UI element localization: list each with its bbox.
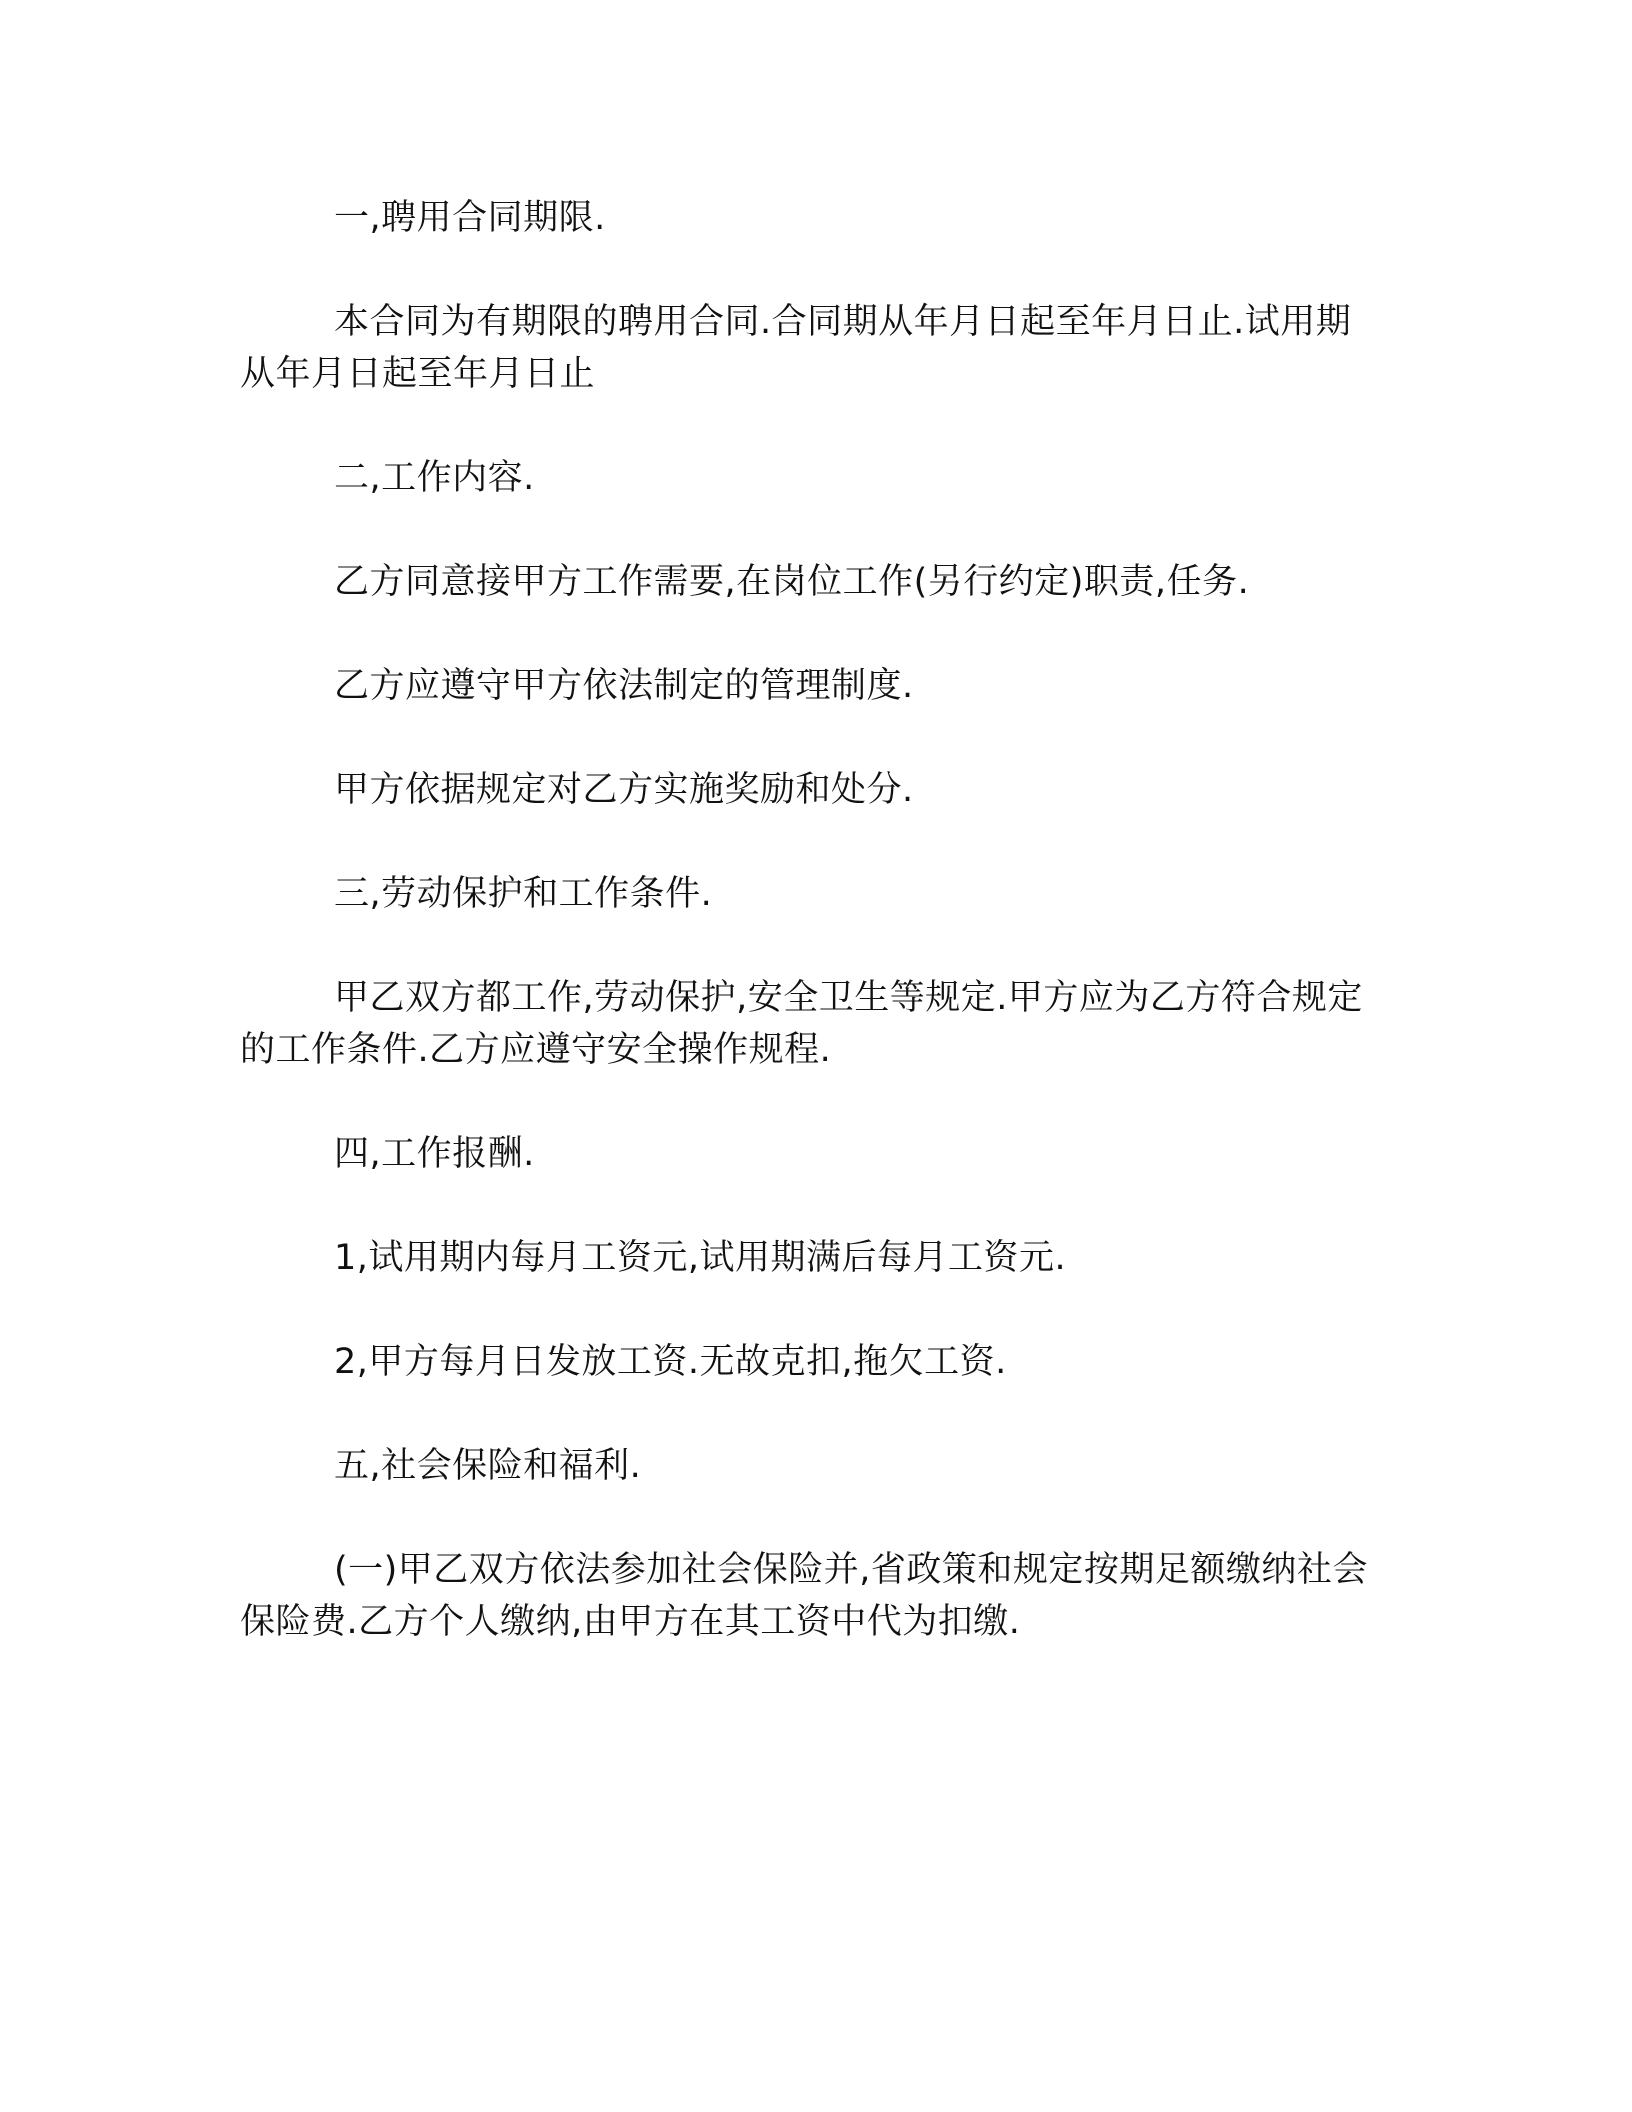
section-heading-1: 一,聘用合同期限. — [334, 198, 606, 238]
paragraph-social-insurance: (一)甲乙双方依法参加社会保险并,省政策和规定按期足额缴纳社会保险费.乙方个人缴纳,由甲方在其工资中代为扣缴. — [240, 1550, 1368, 1642]
section-heading-4: 四,工作报酬. — [334, 1134, 535, 1174]
paragraph-rules: 乙方应遵守甲方依法制定的管理制度. — [334, 666, 914, 706]
paragraph-contract-term: 本合同为有期限的聘用合同.合同期从年月日起至年月日止.试用期从年月日起至年月日止 — [240, 302, 1352, 394]
paragraph-safety: 甲乙双方都工作,劳动保护,安全卫生等规定.甲方应为乙方符合规定的工作条件.乙方应遵守安全操作规程. — [240, 978, 1363, 1070]
section-heading-3: 三,劳动保护和工作条件. — [334, 874, 713, 914]
paragraph-job-duties: 乙方同意接甲方工作需要,在岗位工作(另行约定)职责,任务. — [334, 562, 1250, 602]
document-body — [240, 192, 1380, 1648]
paragraph-rewards: 甲方依据规定对乙方实施奖励和处分. — [334, 770, 914, 810]
paragraph-salary-2: 2,甲方每月日发放工资.无故克扣,拖欠工资. — [334, 1342, 1007, 1382]
paragraph-salary-1: 1,试用期内每月工资元,试用期满后每月工资元. — [334, 1238, 1067, 1278]
section-heading-5: 五,社会保险和福利. — [334, 1446, 642, 1486]
section-heading-2: 二,工作内容. — [334, 458, 535, 498]
